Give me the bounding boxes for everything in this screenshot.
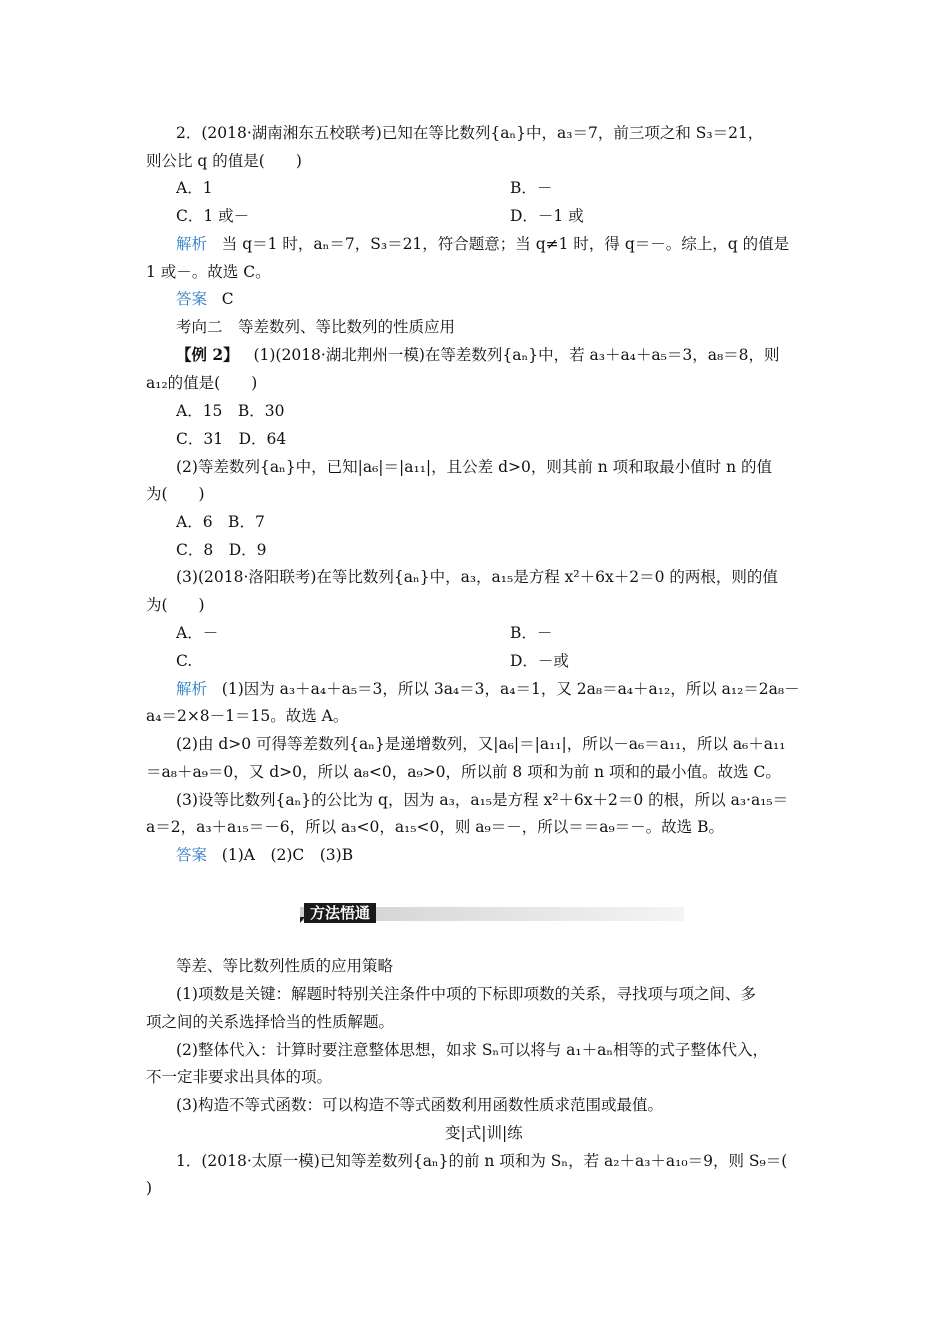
ex2-analysis-a1-line1 [176, 679, 800, 699]
ex2-p3-option-c: C. [176, 652, 193, 670]
ex2-p2-options1: A．6 B．7 [176, 513, 265, 531]
ex2-p1-line2: a₁₂的值是( ) [146, 374, 258, 392]
ex2-p1-text: (1)(2018·湖北荆州一模)在等差数列{aₙ}中，若 a₃＋a₄＋a₅＝3，a₈＝8，则 [253, 346, 780, 364]
method-1-line1: (1)项数是关键：解题时特别关注条件中项的下标即项数的关系，寻找项与项之间、多 [176, 985, 756, 1003]
ex2-p2-options2: C．8 D．9 [176, 541, 267, 559]
ex2-p2-line1: (2)等差数列{aₙ}中，已知|a₆|＝|a₁₁|，且公差 d>0，则其前 n 项和取最小值时 n 的值 [176, 458, 773, 476]
q2-analysis-line1 [176, 234, 789, 254]
section-title: 考向二 等差数列、等比数列的性质应用 [176, 318, 456, 336]
ex2-analysis-a2-line1: (2)由 d>0 可得等差数列{aₙ}是递增数列，又|a₆|＝|a₁₁|，所以－a₆＝a₁₁，所以 a₆＋a₁₁ [176, 735, 786, 753]
analysis-label: 解析 [176, 235, 208, 253]
ex2-analysis-a3-line2: a＝2，a₃＋a₁₅＝－6，所以 a₃<0，a₁₅<0，则 a₉＝－，所以＝＝a₉＝－。故选 B。 [146, 818, 724, 836]
ex2-p2-line2: 为( ) [146, 485, 205, 503]
answer-label: 答案 [176, 846, 208, 864]
t1-line1: 1．(2018·太原一模)已知等差数列{aₙ}的前 n 项和为 Sₙ，若 a₂＋a₃＋a₁₀＝9，则 S₉＝( [176, 1152, 788, 1170]
ex2-p3-line1: (3)(2018·洛阳联考)在等比数列{aₙ}中，a₃，a₁₅是方程 x²＋6x＋2＝0 的两根，则的值 [176, 568, 778, 586]
ex2-analysis-a3-line1: (3)设等比数列{aₙ}的公比为 q，因为 a₃，a₁₅是方程 x²＋6x＋2＝0 的根，所以 a₃·a₁₅＝ [176, 791, 789, 809]
method-2-line2: 不一定非要求出具体的项。 [146, 1068, 333, 1086]
training-title: 变|式|训|练 [445, 1124, 523, 1142]
ex2-p3-option-d: D．－或 [510, 652, 569, 670]
q2-analysis-line2: 1 或－。故选 C。 [146, 263, 271, 281]
ex2-p1-options1: A．15 B．30 [176, 402, 285, 420]
ex2-answer-value: (1)A (2)C (3)B [221, 846, 354, 864]
ex2-p3-option-a: A．－ [176, 624, 219, 642]
method-title: 等差、等比数列性质的应用策略 [176, 957, 394, 975]
q2-answer-value: C [221, 290, 234, 308]
ex2-p1-options2: C．31 D．64 [176, 430, 287, 448]
method-banner [300, 903, 684, 925]
banner-tick [300, 917, 305, 923]
q2-option-a: A．1 [176, 179, 213, 197]
q2-option-c: C．1 或－ [176, 207, 250, 225]
banner-title: 方法悟通 [304, 903, 376, 923]
ex2-analysis-a1-text: (1)因为 a₃＋a₄＋a₅＝3，所以 3a₄＝3，a₄＝1，又 2a₈＝a₄＋a₁₂，所以 a₁₂＝2a₈－ [221, 680, 800, 698]
ex2-p3-line2: 为( ) [146, 596, 205, 614]
method-3-line1: (3)构造不等式函数：可以构造不等式函数利用函数性质求范围或最值。 [176, 1096, 663, 1114]
ex2-answer-line [176, 845, 353, 865]
example-label: 【例 2】 [176, 345, 239, 364]
q2-option-d: D．－1 或 [510, 207, 584, 225]
analysis-label: 解析 [176, 680, 208, 698]
ex2-p1-line1 [176, 345, 780, 365]
q2-stem-line2: 则公比 q 的值是( ) [146, 152, 302, 170]
t1-line2: ) [146, 1179, 153, 1197]
ex2-p3-option-b: B．－ [510, 624, 553, 642]
q2-answer-line [176, 289, 234, 309]
method-2-line1: (2)整体代入：计算时要注意整体思想，如求 Sₙ可以将与 a₁＋aₙ相等的式子整体代入， [176, 1041, 769, 1059]
answer-label: 答案 [176, 290, 208, 308]
ex2-analysis-a2-line2: ＝a₈＋a₉＝0，又 d>0，所以 a₈<0，a₉>0，所以前 8 项和为前 n 项和的最小值。故选 C。 [146, 763, 781, 781]
ex2-analysis-a1-line2: a₄＝2×8－1＝15。故选 A。 [146, 707, 349, 725]
q2-option-b: B．－ [510, 179, 553, 197]
method-1-line2: 项之间的关系选择恰当的性质解题。 [146, 1013, 395, 1031]
q2-stem-line1: 2．(2018·湖南湘东五校联考)已知在等比数列{aₙ}中，a₃＝7，前三项之和 S₃＝21， [176, 124, 764, 142]
q2-analysis-text: 当 q＝1 时，aₙ＝7，S₃＝21，符合题意；当 q≠1 时，得 q＝－。综上，q 的值是 [221, 235, 790, 253]
